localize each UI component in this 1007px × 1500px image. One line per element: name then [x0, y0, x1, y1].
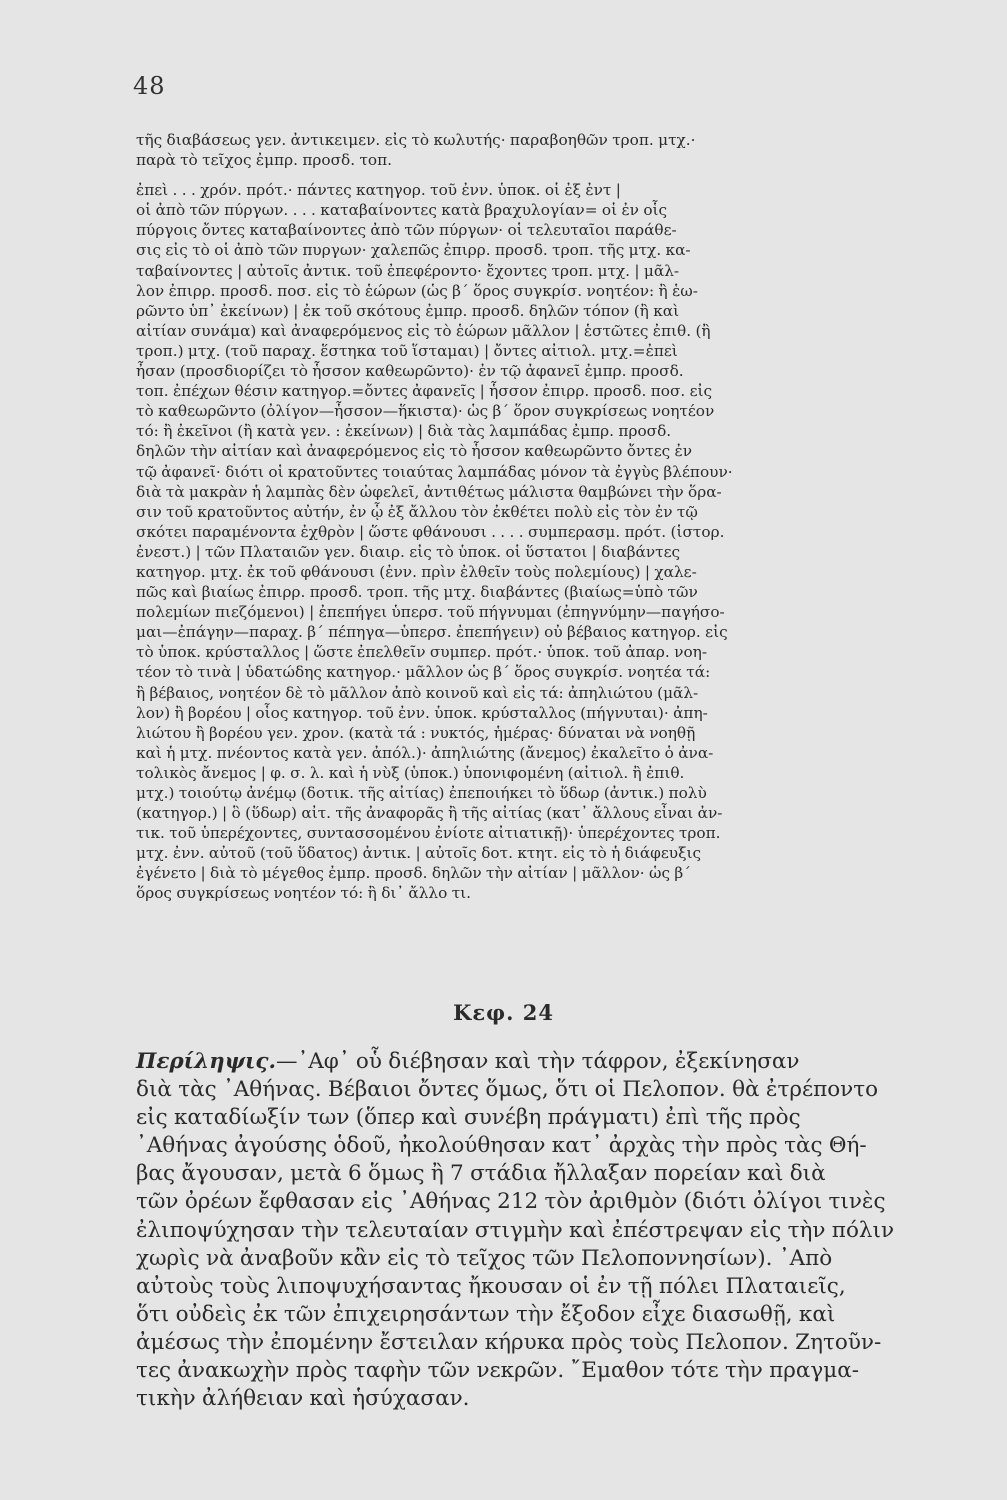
commentary-paragraph: τῆς διαβάσεως γεν. ἀντικειμεν. εἰς τὸ κωλυτής· παραβοηθῶν τροπ. μτχ.· παρὰ τὸ τεῖχος ἐμπρ. προσδ. τοπ.: [136, 131, 696, 170]
commentary-notes: [136, 130, 940, 904]
commentary-paragraph: ἐπεὶ . . . χρόν. πρότ.· πάντες κατηγορ. τοῦ ἐνν. ὑποκ. οἱ ἐξ ἐντ | οἱ ἀπὸ τῶν πύργων. . . . καταβαίνοντες κατὰ βραχυλογίαν= οἱ ἐν οἷς πύργοις ὄντες καταβαίνοντες ἀπὸ τῶν πύργων· οἱ τελευταῖοι παράθε- σις εἰς τὸ οἱ ἀπὸ τῶν πυργων· χαλεπῶς ἐπιρρ. προσδ. τροπ. τῆς μτχ. κα- ταβαίνοντες | αὐτοῖς ἀντικ. τοῦ ἐπεφέροντο· ἔχοντες τροπ. μτχ. | μᾶλ- λον ἐπιρρ. προσδ. ποσ. εἰς τὸ ἑώρων (ὡς β΄ ὅρος συγκρίσ. νοητέον: ἢ ἑω- ρῶντο ὑπ᾽ ἐκείνων) | ἐκ τοῦ σκότους ἐμπρ. προσδ. δηλῶν τόπον (ἢ καὶ αἰτίαν συνάμα) καὶ ἀναφερόμενος εἰς τὸ ἑώρων μᾶλλον | ἑστῶτες ἐπιθ. (ἢ τροπ.) μτχ. (τοῦ παραχ. ἕστηκα τοῦ ἵσταμαι) | ὄντες αἰτιολ. μτχ.=ἐπεὶ ἦσαν (προσδιορίζει τὸ ἧσσον καθεωρῶντο)· ἐν τῷ ἀφανεῖ ἐμπρ. προσδ. τοπ. ἐπέχων θέσιν κατηγορ.=ὄντες ἀφανεῖς | ἧσσον ἐπιρρ. προσδ. ποσ. εἰς τὸ καθεωρῶντο (ὀλίγον—ἧσσον—ἥκιστα)· ὡς β΄ ὅρον συγκρίσεως νοητέον τό: ἢ ἐκεῖνοι (ἢ κατὰ γεν. : ἐκείνων) | διὰ τὰς λαμπάδας ἐμπρ. προσδ. δηλῶν τὴν αἰτίαν καὶ ἀναφερόμενος εἰς τὸ ἧσσον καθεωρῶντο ὄντες ἐν τῷ ἀφανεῖ· διότι οἱ κρατοῦντες τοιαύτας λαμπάδας μόνον τὰ ἐγγὺς βλέπουν· διὰ τὰ μακρὰν ἡ λαμπὰς δὲν ὠφελεῖ, ἀντιθέτως μάλιστα θαμβώνει τὴν ὅρα- σιν τοῦ κρατοῦντος αὐτήν, ἐν ᾧ ἐξ ἄλλου τὸν ἐκθέτει πολὺ εἰς τὸν ἐν τῷ σκότει παραμένοντα ἐχθρὸν | ὥστε φθάνουσι . . . . συμπερασμ. πρότ. (ἱστορ. ἐνεστ.) | τῶν Πλαταιῶν γεν. διαιρ. εἰς τὸ ὑποκ. οἱ ὕστατοι | διαβάντες κατηγορ. μτχ. ἐκ τοῦ φθάνουσι (ἐνν. πρὶν ἐλθεῖν τοὺς πολεμίους) | χαλε- πῶς καὶ βιαίως ἐπιρρ. προσδ. τροπ. τῆς μτχ. διαβάντες (βιαίως=ὑπὸ τῶν πολεμίων πιεζόμενοι) | ἐπεπήγει ὑπερσ. τοῦ πήγνυμαι (ἐπηγνύμην—παγήσο- μαι—ἐπάγην—παραχ. β΄ πέπηγα—ὑπερσ. ἐπεπήγειν) οὐ βέβαιος κατηγορ. εἰς τὸ ὑποκ. κρύσταλλος | ὥστε ἐπελθεῖν συμπερ. πρότ.· ὑποκ. τοῦ ἀπαρ. νοη- τέον τὸ τινὰ | ὑδατώδης κατηγορ.· μᾶλλον ὡς β΄ ὅρος συγκρίσ. νοητέα τά: ἢ βέβαιος, νοητέον δὲ τὸ μᾶλλον ἀπὸ κοινοῦ καὶ εἰς τά: ἀπηλιώτου (μᾶλ- λον) ἢ βορέου | οἷος κατηγορ. τοῦ ἐνν. ὑποκ. κρύσταλλος (πήγνυται)· ἀπη- λιώτου ἢ βορέου γεν. χρον. (κατὰ τά : νυκτός, ἡμέρας· δύναται νὰ νοηθῇ καὶ ἡ μτχ. πνέοντος κατὰ γεν. ἀπόλ.)· ἀπηλιώτης (ἄνεμος) ἐκαλεῖτο ὁ ἀνα- τολικὸς ἄνεμος | φ. σ. λ. καὶ ἡ νὺξ (ὑποκ.) ὑπονιφομένη (αἰτιολ. ἢ ἐπιθ. μτχ.) τοιούτῳ ἀνέμῳ (δοτικ. τῆς αἰτίας) ἐπεποιήκει τὸ ὕδωρ (ἀντικ.) πολὺ (κατηγορ.) | ὃ (ὕδωρ) αἰτ. τῆς ἀναφορᾶς ἢ τῆς αἰτίας (κατ᾽ ἄλλους εἶναι ἀν- τικ. τοῦ ὑπερέχοντες, συντασσομένου ἐνίοτε αἰτιατικῇ)· ὑπερέχοντες τροπ. μτχ. ἐνν. αὐτοῦ (τοῦ ὕδατος) ἀντικ. | αὐτοῖς δοτ. κτητ. εἰς τὸ ἡ διάφευξις ἐγένετο | διὰ τὸ μέγεθος ἐμπρ. προσδ. δηλῶν τὴν αἰτίαν | μᾶλλον· ὡς β΄ ὅρος συγκρίσεως νοητέον τό: ἢ δι᾽ ἄλλο τι.: [136, 181, 733, 903]
chapter-heading: Κεφ. 24: [453, 1000, 554, 1025]
page-number: 48: [133, 72, 166, 100]
chapter-summary: [136, 1048, 940, 1413]
summary-text: —᾽Αφ᾽ οὗ διέβησαν καὶ τὴν τάφρον, ἐξεκίνησαν διὰ τὰς ᾽Αθήνας. Βέβαιοι ὄντες ὅμως, ὅτι οἱ Πελοπον. θὰ ἐτρέποντο εἰς καταδίωξίν των (ὅπερ καὶ συνέβη πράγματι) ἐπὶ τῆς πρὸς ᾽Αθήνας ἀγούσης ὁδοῦ, ἠκολούθησαν κατ᾽ ἀρχὰς τὴν πρὸς τὰς Θή- βας ἄγουσαν, μετὰ 6 ὅμως ἢ 7 στάδια ἤλλαξαν πορείαν καὶ διὰ τῶν ὀρέων ἔφθασαν εἰς ᾽Αθήνας 212 τὸν ἀριθμὸν (διότι ὀλίγοι τινὲς ἐλιποψύχησαν τὴν τελευταίαν στιγμὴν καὶ ἐπέστρεψαν εἰς τὴν πόλιν χωρὶς νὰ ἀναβοῦν κἂν εἰς τὸ τεῖχος τῶν Πελοποννησίων). ᾽Απὸ αὐτοὺς τοὺς λιποψυχήσαντας ἤκουσαν οἱ ἐν τῇ πόλει Πλαταιεῖς, ὅτι οὐδεὶς ἐκ τῶν ἐπιχειρησάντων τὴν ἔξοδον εἶχε διασωθῇ, καὶ ἀμέσως τὴν ἐπομένην ἔστειλαν κήρυκα πρὸς τοὺς Πελοπον. Ζητοῦν- τες ἀνακωχὴν πρὸς ταφὴν τῶν νεκρῶν. ῎Εμαθον τότε τὴν πραγμα- τικὴν ἀλήθειαν καὶ ἡσύχασαν.: [136, 1049, 895, 1412]
summary-lead: Περίληψις.: [136, 1049, 277, 1074]
